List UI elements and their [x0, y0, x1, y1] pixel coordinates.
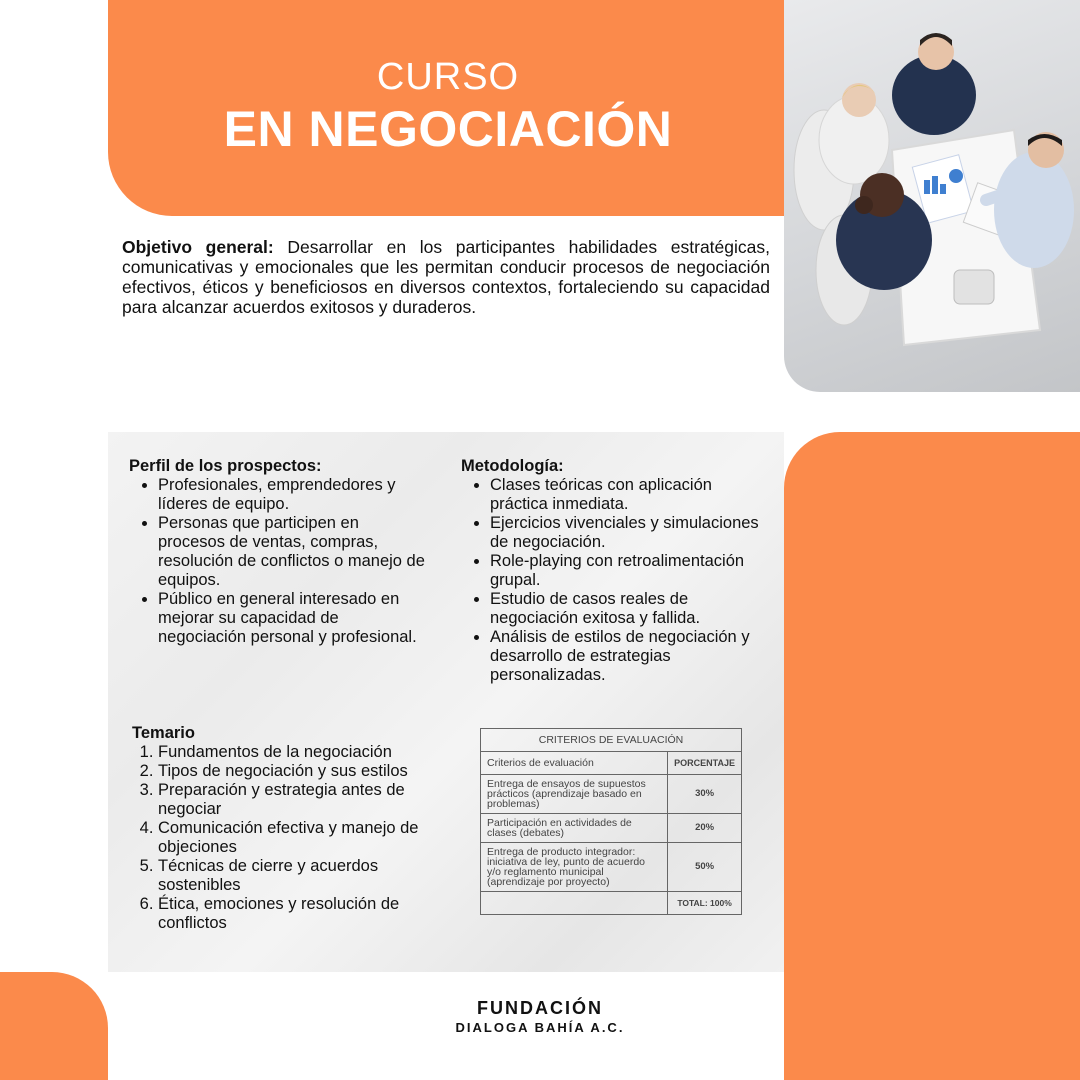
total-cell: TOTAL: 100% — [668, 892, 742, 915]
title-line-1: CURSO — [376, 56, 520, 98]
percentage-cell: 50% — [668, 843, 742, 892]
objective-label: Objetivo general: — [122, 237, 274, 257]
empty-cell — [481, 892, 668, 915]
evaluation-criteria-table — [480, 728, 742, 915]
footer-org-line-1: FUNDACIÓN — [477, 998, 603, 1018]
metodologia-item: • Role-playing con retroalimentación grupal. — [490, 552, 761, 590]
title-line-2: EN NEGOCIACIÓN — [223, 101, 673, 157]
objective-paragraph — [122, 237, 770, 317]
metodologia-item: • Clases teóricas con aplicación práctica inmediata. — [490, 476, 761, 514]
metodologia-item: • Ejercicios vivenciales y simulaciones de negociación. — [490, 514, 761, 552]
temario-section — [132, 724, 432, 933]
objective-text: Desarrollar en los participantes habilidades estratégicas, comunicativas y emocionales que les permitan conducir procesos de negociación efectivos, éticos y beneficiosos en diversos contextos, fortaleciendo su capacidad para alcanzar acuerdos exitosos y duraderos. — [122, 237, 770, 317]
criteria-cell: Participación en actividades de clases (debates) — [481, 814, 668, 843]
metodologia-title: Metodología: — [461, 457, 564, 475]
perfil-section — [129, 457, 429, 647]
business-meeting-illustration — [784, 0, 1080, 392]
decorative-orange-panel-right — [784, 432, 1080, 1080]
metodologia-item: • Estudio de casos reales de negociación exitosa y fallida. — [490, 590, 761, 628]
perfil-item: • Público en general interesado en mejorar su capacidad de negociación personal y profesional. — [158, 590, 429, 647]
criteria-cell: Entrega de ensayos de supuestos prácticos (aprendizaje basado en problemas) — [481, 775, 668, 814]
temario-item: 6. Ética, emociones y resolución de conflictos — [158, 895, 432, 933]
temario-item: 5. Técnicas de cierre y acuerdos sostenibles — [158, 857, 432, 895]
temario-title: Temario — [132, 724, 195, 742]
metodologia-section — [461, 457, 761, 685]
meeting-photo — [784, 0, 1080, 392]
temario-item: 2. Tipos de negociación y sus estilos — [158, 762, 432, 781]
percentage-col-header: PORCENTAJE — [668, 752, 742, 775]
header-banner — [108, 0, 788, 216]
footer-org-line-2: DIALOGA BAHÍA A.C. — [455, 1020, 625, 1035]
criteria-col-header: Criterios de evaluación — [481, 752, 668, 775]
criteria-table-title: CRITERIOS DE EVALUACIÓN — [481, 729, 742, 752]
temario-item: 3. Preparación y estrategia antes de negociar — [158, 781, 432, 819]
metodologia-item: • Análisis de estilos de negociación y desarrollo de estrategias personalizadas. — [490, 628, 761, 685]
temario-item: 4. Comunicación efectiva y manejo de objeciones — [158, 819, 432, 857]
perfil-item: • Profesionales, emprendedores y líderes de equipo. — [158, 476, 429, 514]
percentage-cell: 30% — [668, 775, 742, 814]
perfil-title: Perfil de los prospectos: — [129, 457, 322, 475]
criteria-cell: Entrega de producto integrador: iniciativa de ley, punto de acuerdo y/o reglamento municipal (aprendizaje por proyecto) — [481, 843, 668, 892]
percentage-cell: 20% — [668, 814, 742, 843]
perfil-item: • Personas que participen en procesos de ventas, compras, resolución de conflictos o manejo de equipos. — [158, 514, 429, 590]
temario-item: 1. Fundamentos de la negociación — [158, 743, 432, 762]
